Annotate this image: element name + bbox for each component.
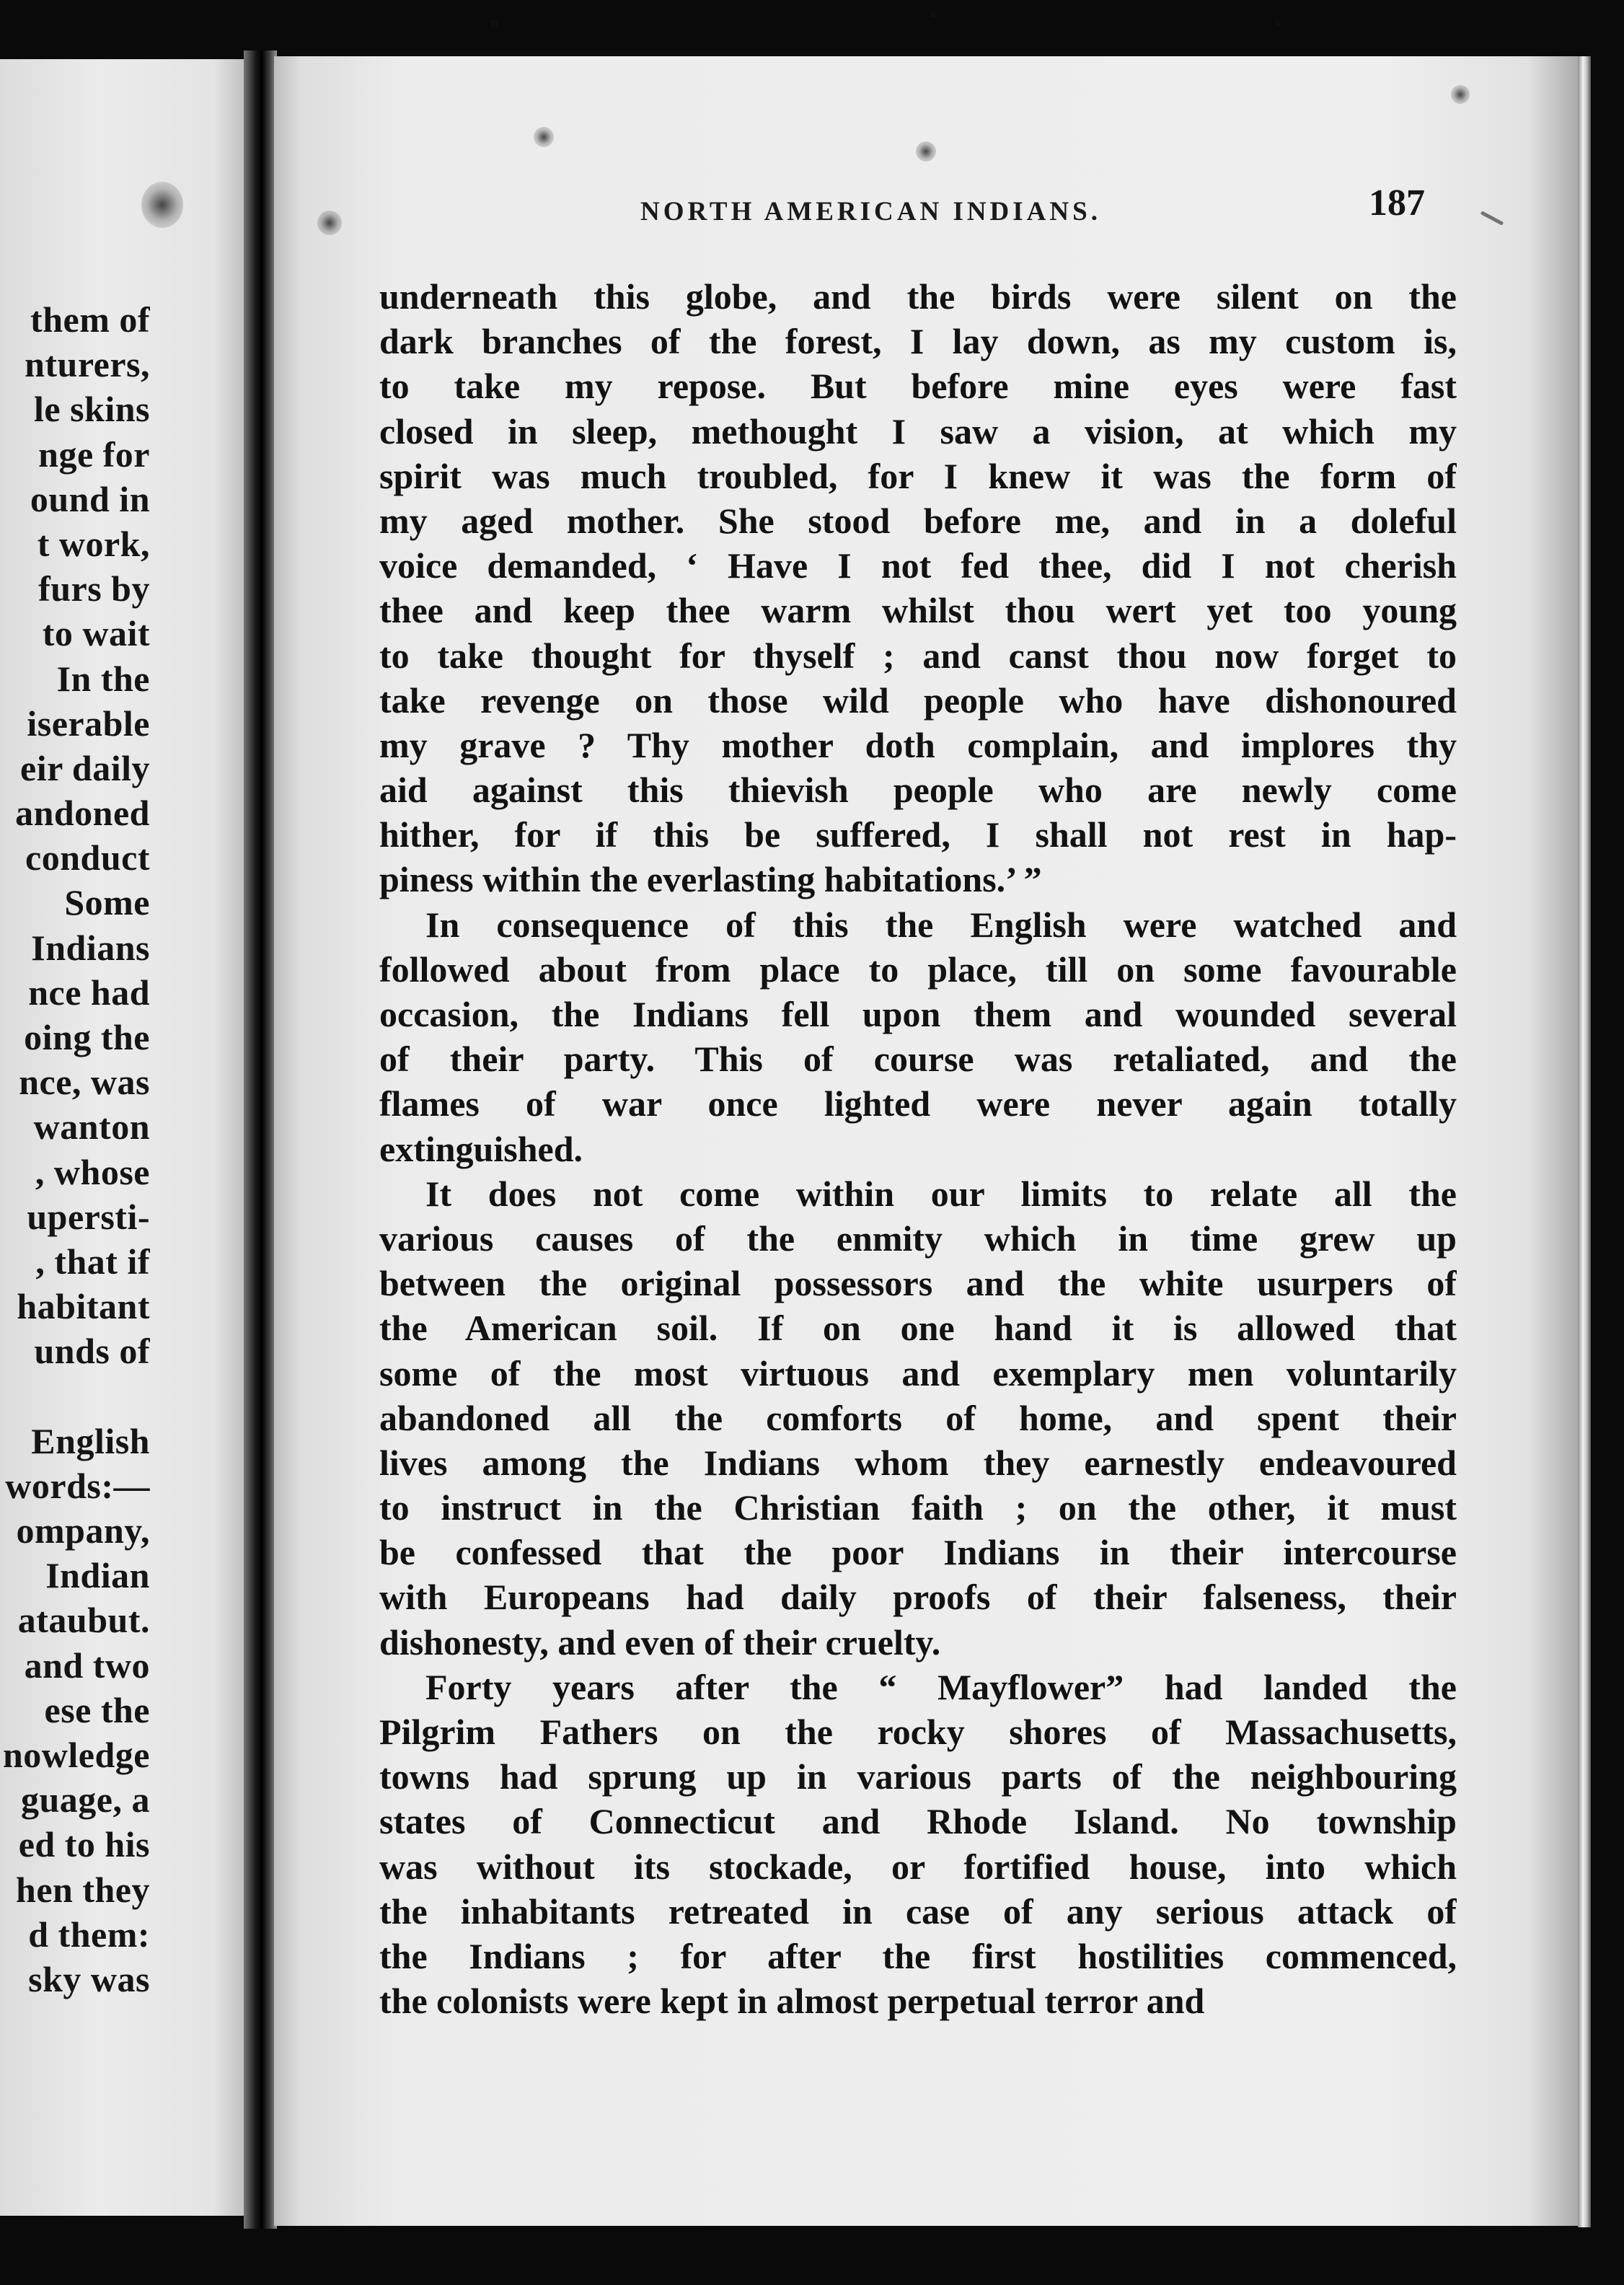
left-page-line-fragment: nce, was — [19, 1062, 150, 1103]
left-page-line-fragment: them of — [30, 299, 150, 340]
text-line: the colonists were kept in almost perpetual terror and — [379, 1981, 1205, 2022]
paragraph — [379, 902, 1457, 1171]
text-line: my aged mother. She stood before me, and in a doleful — [379, 500, 1457, 541]
ink-smudge — [1451, 85, 1470, 104]
text-line: piness within the everlasting habitations.’ ” — [379, 859, 1042, 900]
text-line: to instruct in the Christian faith ; on the other, it must — [379, 1487, 1457, 1528]
text-line: thee and keep thee warm whilst thou wert yet too young — [379, 590, 1457, 631]
left-page-line-fragment: habitant — [17, 1286, 150, 1327]
text-line: was without its stockade, or fortified house, into which — [379, 1846, 1457, 1887]
text-line: lives among the Indians whom they earnestly endeavoured — [379, 1442, 1457, 1483]
left-page-line-fragment: unds of — [34, 1331, 150, 1372]
text-line: In consequence of this the English were watched and — [425, 904, 1457, 945]
left-page-line-fragment: ound in — [30, 478, 150, 519]
left-page-line-fragment: conduct — [25, 837, 150, 879]
left-page-line-fragment: iserable — [27, 703, 150, 744]
left-page-line-fragment: nowledge — [3, 1735, 150, 1775]
ink-smudge — [141, 182, 183, 228]
left-page-line-fragment: Some — [64, 882, 150, 923]
left-page-line-fragment: eir daily — [20, 747, 150, 788]
left-page-line-fragment: nce had — [28, 972, 150, 1013]
text-line: take revenge on those wild people who have dishonoured — [379, 679, 1457, 721]
text-line: with Europeans had daily proofs of their falseness, their — [379, 1577, 1457, 1618]
left-page-text-fragments — [0, 297, 150, 2002]
left-page-line-fragment: d them: — [28, 1914, 150, 1955]
left-page-line-fragment: ataubut. — [17, 1600, 150, 1641]
text-line: states of Connecticut and Rhode Island. No township — [379, 1801, 1457, 1842]
left-page-line-fragment: sky was — [28, 1958, 150, 1999]
text-line: occasion, the Indians fell upon them and wounded several — [379, 994, 1457, 1034]
left-page-line-fragment: nturers, — [25, 344, 150, 385]
text-line: followed about from place to place, till on some favourable — [379, 948, 1457, 990]
scan-mark — [930, 12, 936, 17]
text-line: hither, for if this be suffered, I shall not rest in hap- — [379, 814, 1457, 855]
left-page-line-fragment — [0, 1374, 150, 1419]
ink-smudge — [916, 141, 936, 162]
text-line: between the original possessors and the white usurpers of — [379, 1263, 1457, 1304]
paragraph — [379, 274, 1457, 902]
left-page-line-fragment: ompany, — [16, 1510, 150, 1551]
text-line: of their party. This of course was retaliated, and the — [379, 1039, 1457, 1080]
left-page-line-fragment: oing the — [24, 1017, 150, 1057]
left-page — [0, 59, 251, 2216]
left-page-line-fragment: guage, a — [21, 1779, 150, 1820]
left-page-line-fragment: Indian — [45, 1555, 150, 1596]
body-text — [379, 274, 1457, 2023]
left-page-line-fragment: ese the — [44, 1689, 150, 1730]
text-line: the American soil. If on one hand it is allowed that — [379, 1308, 1457, 1349]
left-page-line-fragment: le skins — [33, 389, 150, 430]
left-page-line-fragment: furs by — [38, 568, 150, 609]
left-page-line-fragment: , that if — [35, 1241, 150, 1282]
text-line: be confessed that the poor Indians in their intercourse — [379, 1532, 1457, 1573]
book-gutter — [244, 50, 277, 2229]
text-line: voice demanded, ‘ Have I not fed thee, did I not cherish — [379, 545, 1457, 586]
left-page-line-fragment: and two — [24, 1645, 150, 1686]
page-edge — [1578, 56, 1591, 2227]
paragraph — [379, 1171, 1457, 1665]
left-page-line-fragment: ed to his — [18, 1824, 150, 1865]
scan-mark — [1275, 20, 1281, 26]
left-page-line-fragment: to wait — [42, 613, 150, 654]
text-line: the inhabitants retreated in case of any serious attack of — [379, 1890, 1457, 1932]
ink-smudge — [534, 127, 554, 147]
text-line: the Indians ; for after the first hostilities commenced, — [379, 1935, 1457, 1976]
left-page-line-fragment: t work, — [37, 523, 150, 564]
left-page-line-fragment: , whose — [35, 1151, 150, 1192]
text-line: various causes of the enmity which in time grew up — [379, 1218, 1457, 1259]
text-line: underneath this globe, and the birds were silent on the — [379, 276, 1457, 317]
text-line: Forty years after the “ Mayflower” had landed the — [425, 1666, 1457, 1707]
left-page-line-fragment: nge for — [38, 433, 150, 475]
left-page-line-fragment: andoned — [15, 793, 150, 834]
text-line: extinguished. — [379, 1128, 583, 1169]
left-page-line-fragment: wanton — [33, 1106, 150, 1148]
text-line: Pilgrim Fathers on the rocky shores of Massachusetts, — [379, 1712, 1457, 1752]
scan-mark — [490, 20, 498, 27]
text-line: to take thought for thyself ; and canst thou now forget to — [379, 635, 1457, 676]
text-line: It does not come within our limits to relate all the — [425, 1173, 1457, 1214]
text-line: dishonesty, and even of their cruelty. — [379, 1621, 941, 1663]
text-line: abandoned all the comforts of home, and spent their — [379, 1397, 1457, 1438]
text-line: my grave ? Thy mother doth complain, and implores thy — [379, 724, 1457, 765]
text-line: towns had sprung up in various parts of the neighbouring — [379, 1756, 1457, 1797]
text-line: to take my repose. But before mine eyes were fast — [379, 366, 1457, 407]
text-line: closed in sleep, methought I saw a vision, at which my — [379, 410, 1457, 452]
text-line: dark branches of the forest, I lay down, as my custom is, — [379, 321, 1457, 362]
text-line: some of the most virtuous and exemplary men voluntarily — [379, 1352, 1457, 1394]
left-page-line-fragment: hen they — [16, 1869, 150, 1910]
left-page-line-fragment: Indians — [31, 927, 150, 968]
paragraph — [379, 1665, 1457, 2024]
left-page-line-fragment: In the — [56, 658, 150, 699]
text-line: aid against this thievish people who are newly come — [379, 770, 1457, 811]
left-page-line-fragment: English — [31, 1420, 150, 1461]
ink-smudge — [317, 211, 342, 235]
running-head: NORTH AMERICAN INDIANS. — [640, 197, 1101, 226]
text-line: spirit was much troubled, for I knew it was the form of — [379, 455, 1457, 496]
page-number: 187 — [1369, 182, 1425, 224]
left-page-line-fragment: upersti- — [27, 1196, 150, 1237]
text-line: flames of war once lighted were never again totally — [379, 1083, 1457, 1124]
left-page-line-fragment: words:— — [5, 1465, 150, 1506]
